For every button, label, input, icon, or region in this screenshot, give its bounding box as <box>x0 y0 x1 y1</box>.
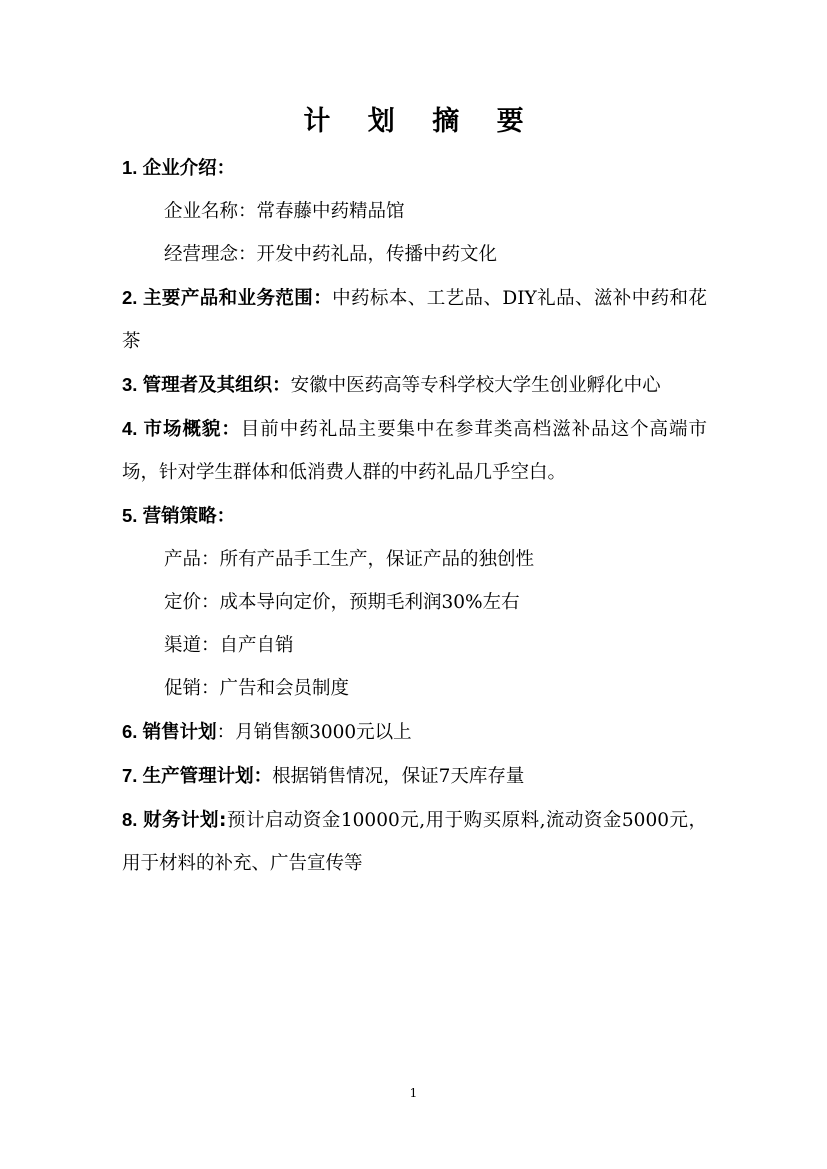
section-heading: 生产管理计划： <box>142 766 273 787</box>
strategy-promotion-line: 促销：广告和会员制度 <box>164 678 350 699</box>
document-body <box>122 146 707 885</box>
section-2-paragraph <box>122 276 707 363</box>
section-1-heading <box>122 146 707 190</box>
section-text: 目前中药礼品主要集中在参茸类高档滋补品这个高端市场，针对学生群体和低消费人群的中药礼品几乎空白。 <box>122 419 707 483</box>
section-3-paragraph <box>122 363 707 407</box>
document-title: 计 划 摘 要 <box>303 106 538 137</box>
strategy-pricing-line: 定价：成本导向定价，预期毛利润30%左右 <box>164 592 520 613</box>
business-philosophy-line: 经营理念：开发中药礼品，传播中药文化 <box>164 244 498 265</box>
section-number: 5. <box>122 505 143 526</box>
section-number: 2. <box>122 287 143 308</box>
section-5-heading <box>122 494 707 538</box>
section-8-paragraph <box>122 798 707 885</box>
strategy-channel-line: 渠道：自产自销 <box>164 635 294 656</box>
section-6-paragraph <box>122 710 707 754</box>
section-text: 根据销售情况，保证7天库存量 <box>272 766 525 787</box>
section-text: 预计启动资金10000元,用于购买原料,流动资金5000元，用于材料的补充、广告宣传等 <box>122 810 707 874</box>
section-number: 4. <box>122 418 144 439</box>
section-number: 6. <box>122 721 143 742</box>
section-heading: 市场概貌： <box>143 419 241 440</box>
section-text: 中药标本、工艺品、DIY礼品、滋补中药和花茶 <box>122 288 707 352</box>
section-7-paragraph <box>122 754 707 798</box>
section-heading: 主要产品和业务范围： <box>142 288 333 309</box>
section-heading: 营销策略： <box>142 506 236 527</box>
section-4-paragraph <box>122 407 707 494</box>
section-number: 7. <box>122 765 143 786</box>
section-number: 8. <box>122 809 144 830</box>
section-heading: 管理者及其组织： <box>142 375 291 396</box>
section-text: ：月销售额3000元以上 <box>216 722 412 743</box>
section-heading: 财务计划: <box>143 810 227 831</box>
company-name-line: 企业名称：常春藤中药精品馆 <box>164 201 405 222</box>
section-heading: 销售计划 <box>142 722 217 743</box>
page-number: 1 <box>409 1086 418 1100</box>
section-heading: 企业介绍： <box>142 158 236 179</box>
strategy-product-line: 产品：所有产品手工生产，保证产品的独创性 <box>164 549 535 570</box>
section-text: 安徽中医药高等专科学校大学生创业孵化中心 <box>290 375 661 396</box>
section-number: 3. <box>122 374 143 395</box>
section-number: 1. <box>122 157 143 178</box>
